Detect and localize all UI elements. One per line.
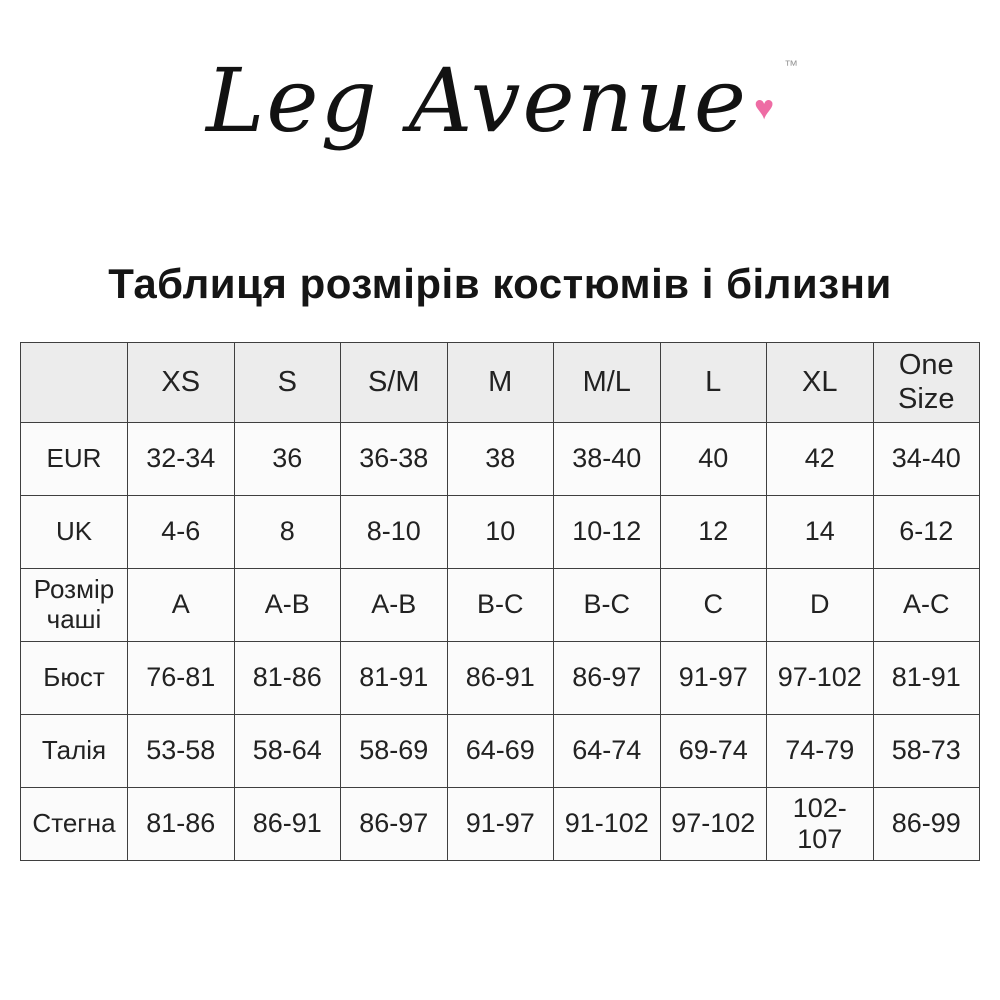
table-cell: A-C — [873, 569, 980, 642]
row-label: Стегна — [21, 788, 128, 861]
table-cell: 10 — [447, 496, 554, 569]
table-cell: 86-91 — [234, 788, 341, 861]
table-cell: 14 — [767, 496, 874, 569]
table-cell: 12 — [660, 496, 767, 569]
table-cell: 58-73 — [873, 715, 980, 788]
column-header: M/L — [554, 343, 661, 423]
table-cell: 8-10 — [341, 496, 448, 569]
table-cell: 38 — [447, 423, 554, 496]
table-cell: 4-6 — [128, 496, 235, 569]
table-cell: D — [767, 569, 874, 642]
table-cell: 36-38 — [341, 423, 448, 496]
table-cell: 74-79 — [767, 715, 874, 788]
page-title: Таблиця розмірів костюмів і білизни — [108, 260, 892, 307]
table-cell: A — [128, 569, 235, 642]
row-label: Розмір чаші — [21, 569, 128, 642]
row-label: Талія — [21, 715, 128, 788]
table-cell: 64-74 — [554, 715, 661, 788]
table-cell: 102-107 — [767, 788, 874, 861]
table-cell: B-C — [447, 569, 554, 642]
table-cell: 86-97 — [341, 788, 448, 861]
table-cell: 32-34 — [128, 423, 235, 496]
column-header: XL — [767, 343, 874, 423]
table-cell: 6-12 — [873, 496, 980, 569]
heart-icon: ♥ — [754, 89, 775, 127]
table-cell: 86-91 — [447, 642, 554, 715]
size-table-body — [21, 423, 980, 861]
table-cell: 81-86 — [234, 642, 341, 715]
table-cell: 38-40 — [554, 423, 661, 496]
table-cell: 58-69 — [341, 715, 448, 788]
column-header: M — [447, 343, 554, 423]
table-cell: 97-102 — [660, 788, 767, 861]
table-cell: 91-97 — [660, 642, 767, 715]
table-row — [21, 642, 980, 715]
table-cell: 76-81 — [128, 642, 235, 715]
table-cell: 34-40 — [873, 423, 980, 496]
size-table-head — [21, 343, 980, 423]
row-label: Бюст — [21, 642, 128, 715]
brand-logo-suffix — [748, 51, 799, 131]
table-cell: B-C — [554, 569, 661, 642]
table-cell: 10-12 — [554, 496, 661, 569]
table-cell: A-B — [341, 569, 448, 642]
table-cell: 8 — [234, 496, 341, 569]
table-row — [21, 569, 980, 642]
table-cell: 91-102 — [554, 788, 661, 861]
trademark-symbol: ™ — [784, 57, 799, 73]
size-table — [20, 342, 980, 861]
table-row — [21, 423, 980, 496]
table-cell: 64-69 — [447, 715, 554, 788]
brand-logo — [0, 0, 1000, 198]
table-cell: 81-91 — [341, 642, 448, 715]
table-cell: 86-99 — [873, 788, 980, 861]
table-cell: 86-97 — [554, 642, 661, 715]
header-row — [21, 343, 980, 423]
table-cell: A-B — [234, 569, 341, 642]
brand-logo-text: Leg Avenue — [205, 49, 749, 152]
column-header: L — [660, 343, 767, 423]
table-row — [21, 496, 980, 569]
table-cell: 40 — [660, 423, 767, 496]
table-cell: 81-91 — [873, 642, 980, 715]
table-row — [21, 788, 980, 861]
table-cell: 36 — [234, 423, 341, 496]
table-cell: 69-74 — [660, 715, 767, 788]
column-header: XS — [128, 343, 235, 423]
row-label: UK — [21, 496, 128, 569]
size-table-container — [20, 342, 980, 861]
table-cell: 81-86 — [128, 788, 235, 861]
table-cell: 91-97 — [447, 788, 554, 861]
table-cell: 42 — [767, 423, 874, 496]
column-header: One Size — [873, 343, 980, 423]
table-cell: 53-58 — [128, 715, 235, 788]
table-row — [21, 715, 980, 788]
table-cell: 58-64 — [234, 715, 341, 788]
column-header: S — [234, 343, 341, 423]
table-cell: C — [660, 569, 767, 642]
table-cell: 97-102 — [767, 642, 874, 715]
row-label: EUR — [21, 423, 128, 496]
column-header: S/M — [341, 343, 448, 423]
corner-cell — [21, 343, 128, 423]
